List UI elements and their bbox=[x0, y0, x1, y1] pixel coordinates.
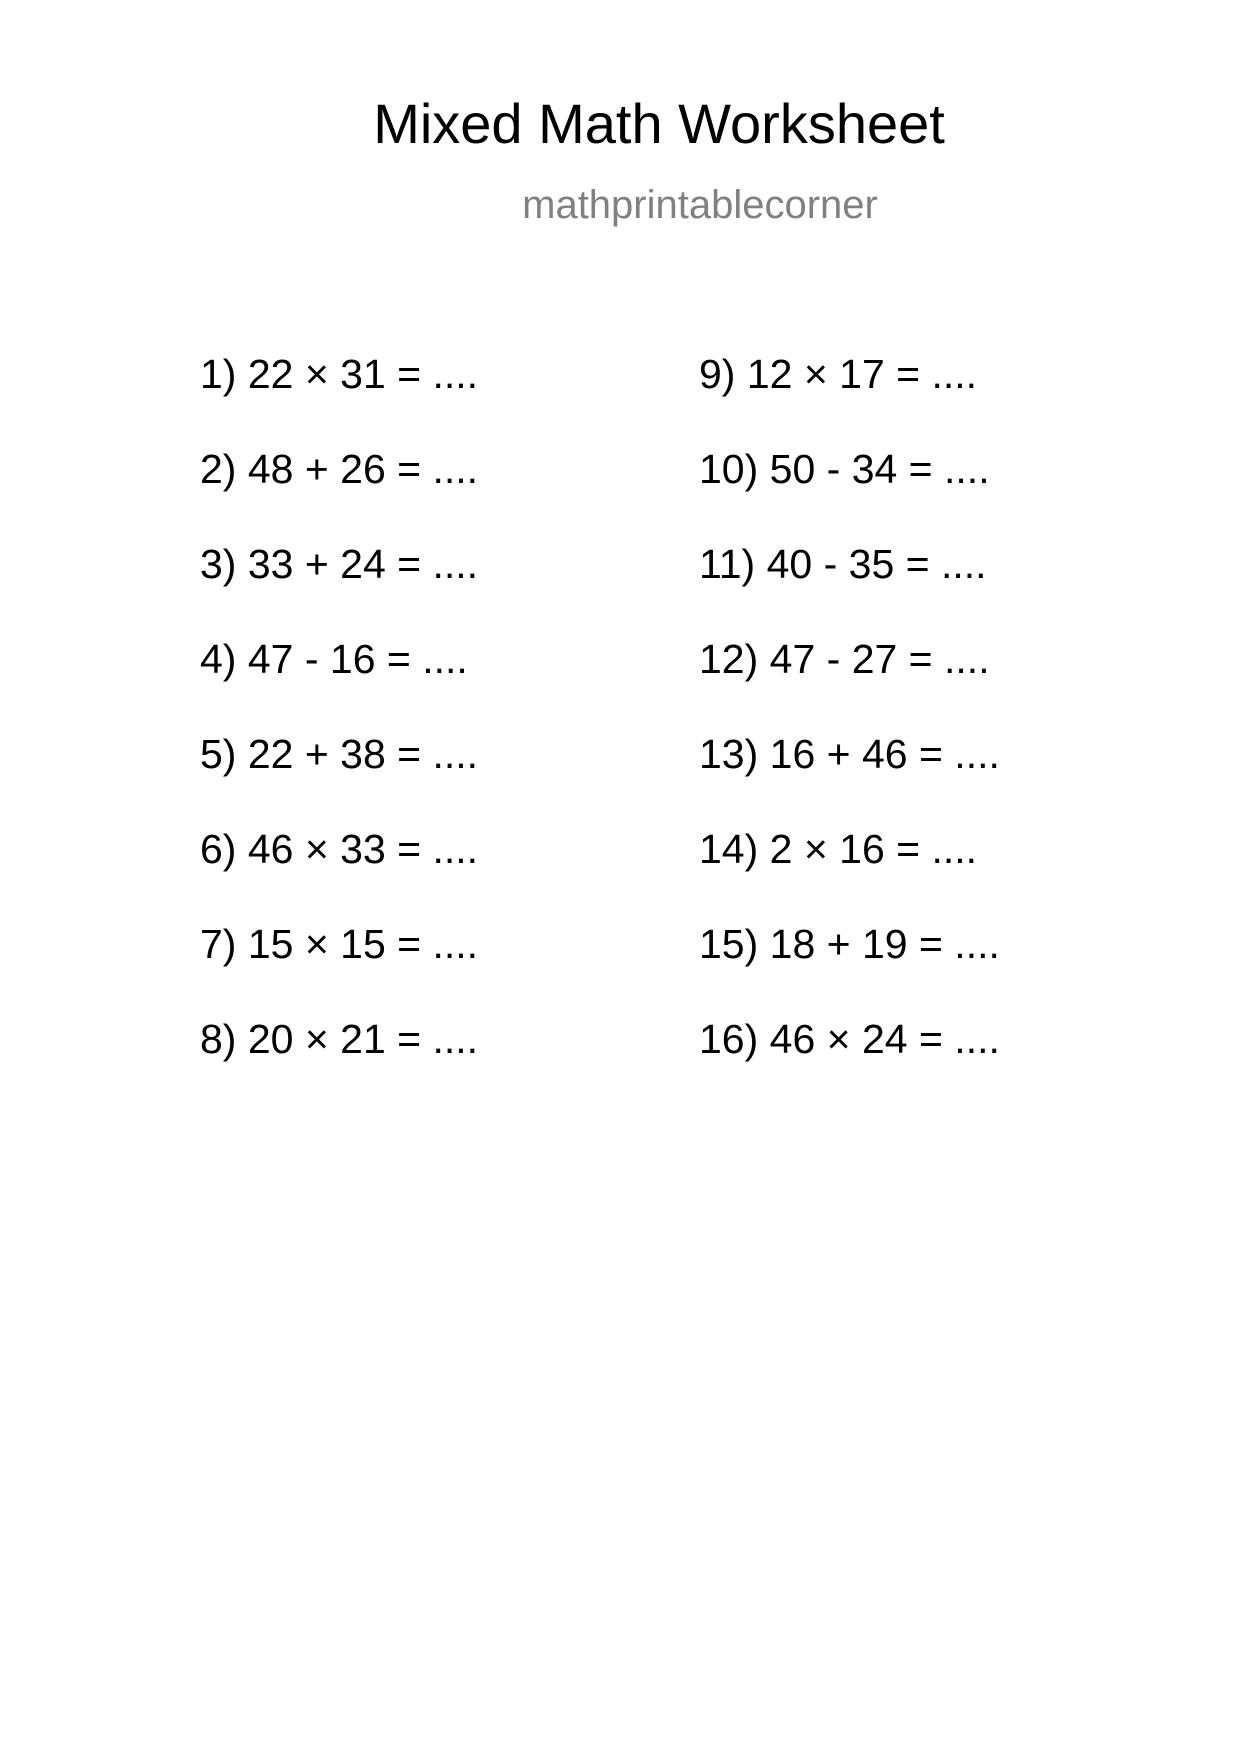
worksheet-source: mathprintablecorner bbox=[522, 183, 878, 227]
problem-6: 6) 46 × 33 = .... bbox=[200, 826, 479, 872]
problem-5: 5) 22 + 38 = .... bbox=[200, 731, 479, 777]
problem-10: 10) 50 - 34 = .... bbox=[699, 446, 990, 492]
problem-4: 4) 47 - 16 = .... bbox=[200, 636, 468, 682]
problem-8: 8) 20 × 21 = .... bbox=[200, 1016, 479, 1062]
problem-14: 14) 2 × 16 = .... bbox=[699, 826, 978, 872]
problem-11: 11) 40 - 35 = .... bbox=[699, 541, 987, 587]
problem-3: 3) 33 + 24 = .... bbox=[200, 541, 479, 587]
problem-12: 12) 47 - 27 = .... bbox=[699, 636, 990, 682]
problem-7: 7) 15 × 15 = .... bbox=[200, 921, 479, 967]
problem-column-left bbox=[200, 351, 479, 1114]
problem-1: 1) 22 × 31 = .... bbox=[200, 351, 479, 397]
problem-2: 2) 48 + 26 = .... bbox=[200, 446, 479, 492]
worksheet-title: Mixed Math Worksheet bbox=[373, 92, 945, 155]
problem-13: 13) 16 + 46 = .... bbox=[699, 731, 1000, 777]
problem-15: 15) 18 + 19 = .... bbox=[699, 921, 1000, 967]
problem-9: 9) 12 × 17 = .... bbox=[699, 351, 978, 397]
problem-16: 16) 46 × 24 = .... bbox=[699, 1016, 1000, 1062]
problem-column-right bbox=[699, 351, 1000, 1114]
